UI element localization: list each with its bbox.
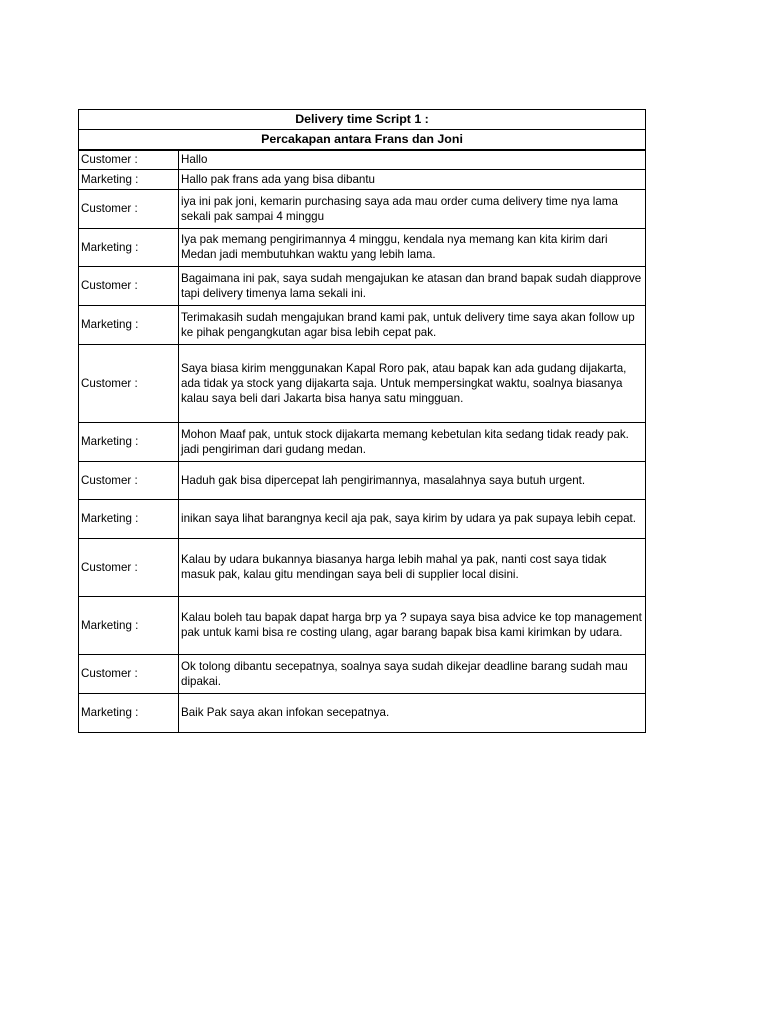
document-title: Delivery time Script 1 : — [79, 110, 646, 130]
table-row — [79, 654, 646, 693]
title-row — [79, 110, 646, 130]
speaker-cell: Customer : — [79, 344, 179, 422]
speaker-cell: Marketing : — [79, 228, 179, 266]
speaker-cell: Customer : — [79, 654, 179, 693]
table-row — [79, 693, 646, 732]
message-cell: Iya pak memang pengirimannya 4 minggu, kendala nya memang kan kita kirim dari Medan jadi membutuhkan waktu yang lebih lama. — [179, 228, 646, 266]
table-row — [79, 538, 646, 596]
table-row — [79, 150, 646, 169]
message-cell: Hallo — [179, 150, 646, 169]
table-row — [79, 266, 646, 305]
speaker-cell: Customer : — [79, 150, 179, 169]
speaker-cell: Marketing : — [79, 305, 179, 344]
script-table — [78, 109, 646, 733]
speaker-cell: Marketing : — [79, 693, 179, 732]
speaker-cell: Customer : — [79, 189, 179, 228]
speaker-cell: Marketing : — [79, 499, 179, 538]
subtitle-row — [79, 130, 646, 151]
message-cell: Bagaimana ini pak, saya sudah mengajukan ke atasan dan brand bapak sudah diapprove tapi delivery timenya lama sekali ini. — [179, 266, 646, 305]
speaker-cell: Marketing : — [79, 422, 179, 461]
message-cell: inikan saya lihat barangnya kecil aja pak, saya kirim by udara ya pak supaya lebih cepat. — [179, 499, 646, 538]
message-cell: Haduh gak bisa dipercepat lah pengirimannya, masalahnya saya butuh urgent. — [179, 461, 646, 499]
table-row — [79, 422, 646, 461]
speaker-cell: Customer : — [79, 461, 179, 499]
speaker-cell: Marketing : — [79, 596, 179, 654]
message-cell: Baik Pak saya akan infokan secepatnya. — [179, 693, 646, 732]
table-row — [79, 596, 646, 654]
table-row — [79, 169, 646, 189]
speaker-cell: Marketing : — [79, 169, 179, 189]
table-row — [79, 344, 646, 422]
message-cell: Terimakasih sudah mengajukan brand kami pak, untuk delivery time saya akan follow up ke pihak pengangkutan agar bisa lebih cepat pak. — [179, 305, 646, 344]
speaker-cell: Customer : — [79, 266, 179, 305]
table-row — [79, 189, 646, 228]
table-row — [79, 499, 646, 538]
message-cell: Mohon Maaf pak, untuk stock dijakarta memang kebetulan kita sedang tidak ready pak. jadi pengiriman dari gudang medan. — [179, 422, 646, 461]
message-cell: iya ini pak joni, kemarin purchasing saya ada mau order cuma delivery time nya lama sekali pak sampai 4 minggu — [179, 189, 646, 228]
table-row — [79, 228, 646, 266]
document-subtitle: Percakapan antara Frans dan Joni — [79, 130, 646, 151]
message-cell: Ok tolong dibantu secepatnya, soalnya saya sudah dikejar deadline barang sudah mau dipakai. — [179, 654, 646, 693]
table-row — [79, 461, 646, 499]
message-cell: Kalau by udara bukannya biasanya harga lebih mahal ya pak, nanti cost saya tidak masuk pak, kalau gitu mendingan saya beli di supplier local disini. — [179, 538, 646, 596]
message-cell: Saya biasa kirim menggunakan Kapal Roro pak, atau bapak kan ada gudang dijakarta, ada tidak ya stock yang dijakarta saja. Untuk mempersingkat waktu, soalnya biasanya kalau saya beli dari Jakarta bisa hanya satu mingguan. — [179, 344, 646, 422]
message-cell: Kalau boleh tau bapak dapat harga brp ya ? supaya saya bisa advice ke top management pak untuk kami bisa re costing ulang, agar barang bapak bisa kami kirimkan by udara. — [179, 596, 646, 654]
message-cell: Hallo pak frans ada yang bisa dibantu — [179, 169, 646, 189]
speaker-cell: Customer : — [79, 538, 179, 596]
table-row — [79, 305, 646, 344]
